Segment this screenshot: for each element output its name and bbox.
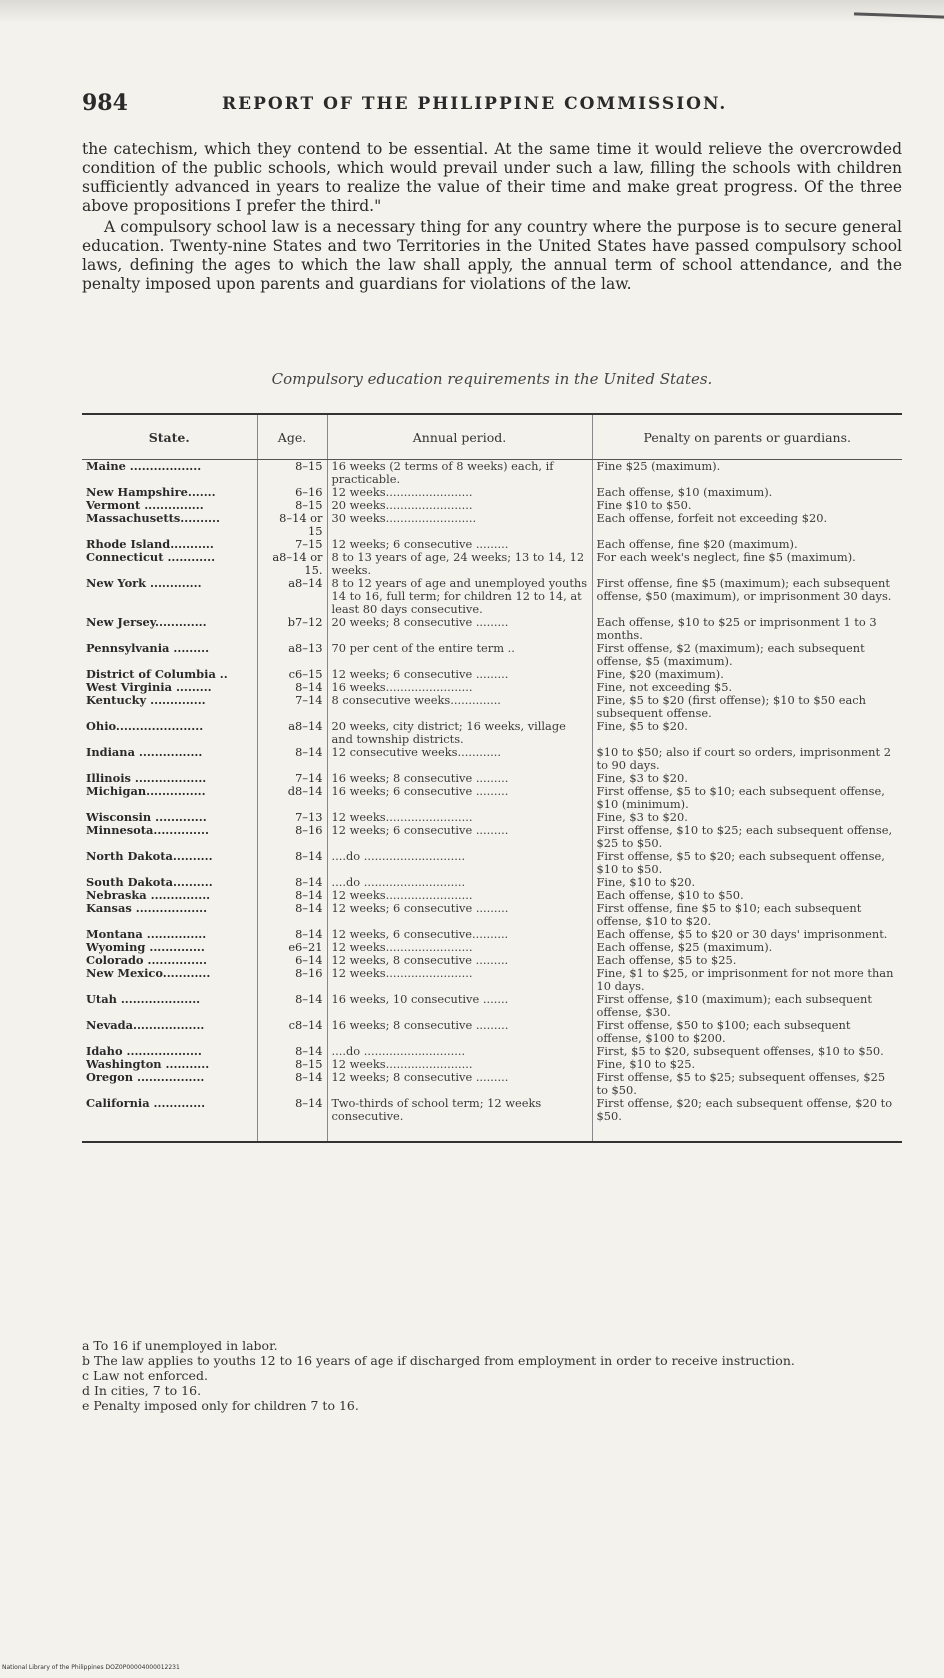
table-row — [82, 642, 902, 668]
paragraph: the catechism, which they contend to be essential. At the same time it would relieve the overcrowded condition of the public schools, which would prevail under such a law, filling the schools with children sufficiently advanced in years to realize the value of their time and make great progress. Of the three above propositions I prefer the third." — [82, 140, 902, 215]
table-cell-age: 8–14 — [257, 993, 327, 1019]
page-number: 984 — [82, 90, 128, 116]
table-cell-period: 20 weeks; 8 consecutive ......... — [327, 616, 592, 642]
table-cell-age: b7–12 — [257, 616, 327, 642]
table-cell-age: 7–13 8–16 — [257, 811, 327, 850]
table-cell-state: District of Columbia .. West Virginia ......... Kentucky .............. — [86, 667, 228, 707]
table-cell-penalty: Each offense, fine $20 (maximum). For each week's neglect, fine $5 (maximum). — [592, 538, 902, 577]
table-cell-state: New Jersey............. — [86, 615, 207, 629]
table-row — [82, 720, 902, 746]
table-cell-state: Wyoming .............. Colorado ............... New Mexico............ — [86, 940, 211, 980]
column-header-state: State. — [82, 414, 257, 460]
table-cell-period: 12 weeks........................ 12 weeks, 8 consecutive ......... 12 weeks........................ — [327, 941, 592, 993]
table-cell-state: Washington ........... Oregon ................. — [86, 1057, 210, 1084]
footnote: d In cities, 7 to 16. — [82, 1383, 202, 1398]
table-cell-penalty: First offense, $5 to $20; each subsequent offense, $10 to $50. — [592, 850, 902, 876]
table-cell-period: 12 weeks........................ 12 weeks; 6 consecutive ......... — [327, 811, 592, 850]
table-cell-age: 6–16 8–15 8–14 or 15 — [257, 486, 327, 538]
footnote: c Law not enforced. — [82, 1368, 208, 1383]
table-cell-period: 16 weeks (2 terms of 8 weeks) each, if practicable. — [327, 460, 592, 487]
footnote: e Penalty imposed only for children 7 to 16. — [82, 1398, 359, 1413]
table-row — [82, 1058, 902, 1097]
column-header-penalty: Penalty on parents or guardians. — [592, 414, 902, 460]
table-cell-age: 8–14 — [257, 1045, 327, 1058]
table-cell-penalty: Each offense, $5 to $20 or 30 days' imprisonment. — [592, 928, 902, 941]
table-cell-period: 12 consecutive weeks............ — [327, 746, 592, 772]
table-cell-age: a8–14 — [257, 577, 327, 616]
table-cell-age: 7–15 a8–14 or 15. — [257, 538, 327, 577]
compulsory-education-table — [82, 413, 902, 1143]
table-cell-state: California ............. — [86, 1096, 206, 1110]
table-cell-period: 16 weeks, 10 consecutive ....... — [327, 993, 592, 1019]
table-cell-state: Maine .................. — [86, 459, 202, 473]
table-cell-penalty: Each offense, $10 to $25 or imprisonment 1 to 3 months. — [592, 616, 902, 642]
table-cell-state: North Dakota.......... — [86, 849, 213, 863]
table-cell-penalty: First offense, $2 (maximum); each subsequent offense, $5 (maximum). — [592, 642, 902, 668]
table-cell-period: 12 weeks........................ 12 weeks; 8 consecutive ......... — [327, 1058, 592, 1097]
table-cell-state: Nevada.................. — [86, 1018, 205, 1032]
footnote: a To 16 if unemployed in labor. — [82, 1338, 278, 1353]
table-cell-period: 12 weeks........................ 20 weeks........................ 30 weeks......................... — [327, 486, 592, 538]
table-row — [82, 993, 902, 1019]
table-cell-period: 16 weeks; 8 consecutive ......... 16 weeks; 6 consecutive ......... — [327, 772, 592, 811]
table-cell-age: 8–14 — [257, 746, 327, 772]
table-cell-penalty: Fine, $3 to $20. First offense, $5 to $10; each subsequent offense, $10 (minimum). — [592, 772, 902, 811]
column-header-period: Annual period. — [327, 414, 592, 460]
scan-stamp: National Library of the Philippines DOZ0P00004000012231 — [2, 1664, 180, 1671]
body-text — [82, 140, 902, 294]
column-header-age: Age. — [257, 414, 327, 460]
paragraph: A compulsory school law is a necessary thing for any country where the purpose is to secure general education. Twenty-nine States and two Territories in the United States have passed compulsory school laws, defining the ages to which the law shall apply, the annual term of school attendance, and the penalty imposed upon parents and guardians for violations of the law. — [82, 218, 902, 293]
table-cell-state: Pennsylvania ......... — [86, 641, 210, 655]
table-cell-penalty: First, $5 to $20, subsequent offenses, $10 to $50. — [592, 1045, 902, 1058]
table-row — [82, 616, 902, 642]
table-row — [82, 538, 902, 577]
table-cell-state: Utah .................... — [86, 992, 201, 1006]
table-cell-age: 8–14 — [257, 928, 327, 941]
table-cell-state: New Hampshire....... Vermont ............... Massachusetts.......... — [86, 485, 220, 525]
table-row — [82, 928, 902, 941]
table-cell-state: Rhode Island........... Connecticut ............ — [86, 537, 216, 564]
table-row — [82, 460, 902, 487]
table-cell-penalty: Fine, $5 to $20. — [592, 720, 902, 746]
running-head: REPORT OF THE PHILIPPINE COMMISSION. — [222, 94, 728, 114]
table-cell-period: 70 per cent of the entire term .. — [327, 642, 592, 668]
table-cell-penalty: First offense, $50 to $100; each subsequent offense, $100 to $200. — [592, 1019, 902, 1045]
table-cell-age: a8–13 — [257, 642, 327, 668]
table-cell-state: Montana ............... — [86, 927, 207, 941]
table-cell-age: c6–15 8–14 7–14 — [257, 668, 327, 720]
table-cell-state: New York ............. — [86, 576, 202, 590]
table-cell-penalty: Each offense, $25 (maximum). Each offense, $5 to $25. Fine, $1 to $25, or imprisonment for not more than 10 days. — [592, 941, 902, 993]
table-cell-period: 12 weeks, 6 consecutive.......... — [327, 928, 592, 941]
page-top-edge — [0, 0, 944, 24]
table-cell-penalty: First offense, $10 (maximum); each subsequent offense, $30. — [592, 993, 902, 1019]
table-row — [82, 772, 902, 811]
table-row — [82, 1097, 902, 1142]
table-cell-age: 8–15 8–14 — [257, 1058, 327, 1097]
table-row — [82, 746, 902, 772]
table-cell-state: Idaho ................... — [86, 1044, 202, 1058]
table-cell-penalty: Each offense, $10 (maximum). Fine $10 to $50. Each offense, forfeit not exceeding $20. — [592, 486, 902, 538]
table-cell-age: c8–14 — [257, 1019, 327, 1045]
table-cell-period: 12 weeks; 6 consecutive ......... 16 weeks........................ 8 consecutive weeks.............. — [327, 668, 592, 720]
table-cell-age: 8–14 — [257, 850, 327, 876]
table-cell-period: ....do ............................ — [327, 1045, 592, 1058]
table-cell-period: Two-thirds of school term; 12 weeks consecutive. — [327, 1097, 592, 1142]
table-cell-age: a8–14 — [257, 720, 327, 746]
table-cell-penalty: Fine, $10 to $25. First offense, $5 to $25; subsequent offenses, $25 to $50. — [592, 1058, 902, 1097]
table-row — [82, 486, 902, 538]
footnote: b The law applies to youths 12 to 16 years of age if discharged from employment in order to receive instruction. — [82, 1353, 795, 1368]
table-cell-penalty: Fine, $3 to $20. First offense, $10 to $25; each subsequent offense, $25 to $50. — [592, 811, 902, 850]
table-cell-penalty: First offense, $20; each subsequent offense, $20 to $50. — [592, 1097, 902, 1142]
table-cell-period: 20 weeks, city district; 16 weeks, village and township districts. — [327, 720, 592, 746]
table-cell-period: 8 to 12 years of age and unemployed youths 14 to 16, full term; for children 12 to 14, at least 80 days consecutive. — [327, 577, 592, 616]
table-row — [82, 668, 902, 720]
table-cell-penalty: First offense, fine $5 (maximum); each subsequent offense, $50 (maximum), or imprisonment 30 days. — [592, 577, 902, 616]
table-row — [82, 1019, 902, 1045]
table-row — [82, 876, 902, 928]
table-cell-age: 8–14 8–14 8–14 — [257, 876, 327, 928]
table-cell-state: Ohio...................... — [86, 719, 204, 733]
table-cell-age: 8–14 — [257, 1097, 327, 1142]
table-cell-age: 8–15 — [257, 460, 327, 487]
table-cell-penalty: Fine, $10 to $20. Each offense, $10 to $50. First offense, fine $5 to $10; each subsequent offense, $10 to $20. — [592, 876, 902, 928]
table-cell-penalty: $10 to $50; also if court so orders, imprisonment 2 to 90 days. — [592, 746, 902, 772]
footnotes — [82, 1338, 902, 1413]
table-cell-period: ....do ............................ — [327, 850, 592, 876]
table-cell-state: South Dakota.......... Nebraska ............... Kansas .................. — [86, 875, 213, 915]
table-cell-state: Illinois .................. Michigan............... — [86, 771, 207, 798]
table-caption: Compulsory education requirements in the United States. — [271, 370, 713, 388]
table-header-row — [82, 414, 902, 460]
table-row — [82, 850, 902, 876]
table-cell-period: 16 weeks; 8 consecutive ......... — [327, 1019, 592, 1045]
table-row — [82, 811, 902, 850]
table-cell-age: 7–14 d8–14 — [257, 772, 327, 811]
table-cell-penalty: Fine, $20 (maximum). Fine, not exceeding $5. Fine, $5 to $20 (first offense); $10 to $50 each subsequent offense. — [592, 668, 902, 720]
table-cell-state: Wisconsin ............. Minnesota.............. — [86, 810, 209, 837]
table-row — [82, 577, 902, 616]
table-cell-period: 12 weeks; 6 consecutive ......... 8 to 13 years of age, 24 weeks; 13 to 14, 12 weeks. — [327, 538, 592, 577]
table-row — [82, 941, 902, 993]
table-cell-state: Indiana ................ — [86, 745, 203, 759]
table-cell-penalty: Fine $25 (maximum). — [592, 460, 902, 487]
table-cell-age: e6–21 6–14 8–16 — [257, 941, 327, 993]
table-cell-period: ....do ............................ 12 weeks........................ 12 weeks; 6 consecutive ......... — [327, 876, 592, 928]
page-header — [82, 90, 882, 124]
